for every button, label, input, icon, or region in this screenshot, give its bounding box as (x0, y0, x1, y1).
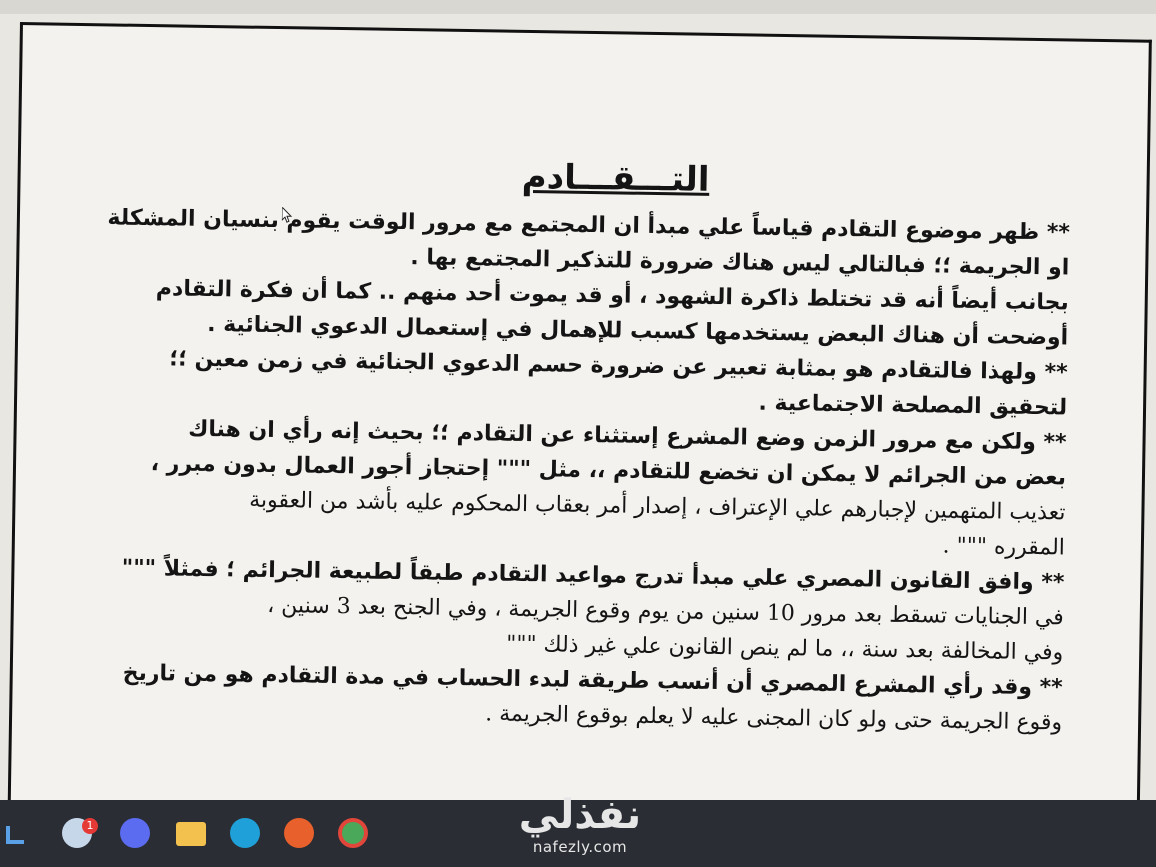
notification-badge: 1 (82, 818, 98, 834)
text-line: في الجنايات تسقط بعد مرور 10 سنين من يوم وقوع الجريمة ، وفي الجنح بعد 3 سنين ، (266, 592, 1064, 631)
paragraph (35, 409, 1067, 565)
folder-icon[interactable] (176, 822, 206, 846)
document-paragraphs (32, 199, 1070, 740)
document-body (32, 145, 1071, 740)
text-line: او الجريمة ؛؛ فبالتالي ليس هناك ضرورة للتذكير المجتمع بها . (410, 245, 1070, 281)
watermark-url: nafezly.com (532, 838, 628, 856)
text-line: تعذيب المتهمين لإجبارهم علي الإعتراف ، إصدار أمر بعقاب المحكوم عليه بأشد من العقوبة (249, 487, 1066, 526)
text-line: ** وافق القانون المصري علي مبدأ تدرج مواعيد التقادم طبقاً لطبيعة الجرائم ؛ فمثلاً """ (121, 555, 1065, 596)
document-page (8, 22, 1152, 833)
firefox-icon[interactable] (284, 818, 314, 848)
watermark (505, 792, 655, 856)
window-top-edge (0, 0, 1156, 14)
text-line: بجانب أيضاً أنه قد تختلط ذاكرة الشهود ، أو قد يموت أحد منهم .. كما أن فكرة التقادم (155, 276, 1069, 316)
edge-icon[interactable] (230, 818, 260, 848)
paragraph (32, 654, 1063, 740)
text-line: ** وقد رأي المشرع المصري أن أنسب طريقة لبدء الحساب في مدة التقادم هو من تاريخ (122, 660, 1063, 701)
paragraph (33, 549, 1065, 670)
text-line: بعض من الجرائم لا يمكن ان تخضع للتقادم ،، مثل """ إحتجاز أجور العمال بدون مبرر ، (150, 451, 1067, 491)
text-line: ** ولهذا فالتقادم هو بمثابة تعبير عن ضرورة حسم الدعوي الجنائية في زمن معين ؛؛ (169, 346, 1068, 386)
meet-icon[interactable] (120, 818, 150, 848)
watermark-logo: نفذلي (518, 792, 642, 838)
text-line: ** ولكن مع مرور الزمن وضع المشرع إستثناء عن التقادم ؛؛ بحيث إنه رأي ان هناك (187, 416, 1067, 456)
text-line: وقوع الجريمة حتى ولو كان المجنى عليه لا يعلم بوقوع الجريمة . (484, 701, 1063, 736)
chrome-icon[interactable] (338, 818, 368, 848)
text-line: وفي المخالفة بعد سنة ،، ما لم ينص القانون علي غير ذلك """ (505, 631, 1064, 666)
text-line: المقرره """ . (942, 533, 1066, 561)
text-line: أوضحت أن هناك البعض يستخدمها كسبب للإهمال في إستعمال الدعوي الجنائية . (206, 311, 1069, 351)
document-title: التـــقـــادم (521, 156, 710, 200)
text-line: لتحقيق المصلحة الاجتماعية . (758, 390, 1068, 421)
start-icon[interactable] (6, 826, 24, 844)
text-line: ** ظهر موضوع التقادم قياساً علي مبدأ ان المجتمع مع مرور الوقت يقوم بنسيان المشكلة (107, 205, 1071, 246)
